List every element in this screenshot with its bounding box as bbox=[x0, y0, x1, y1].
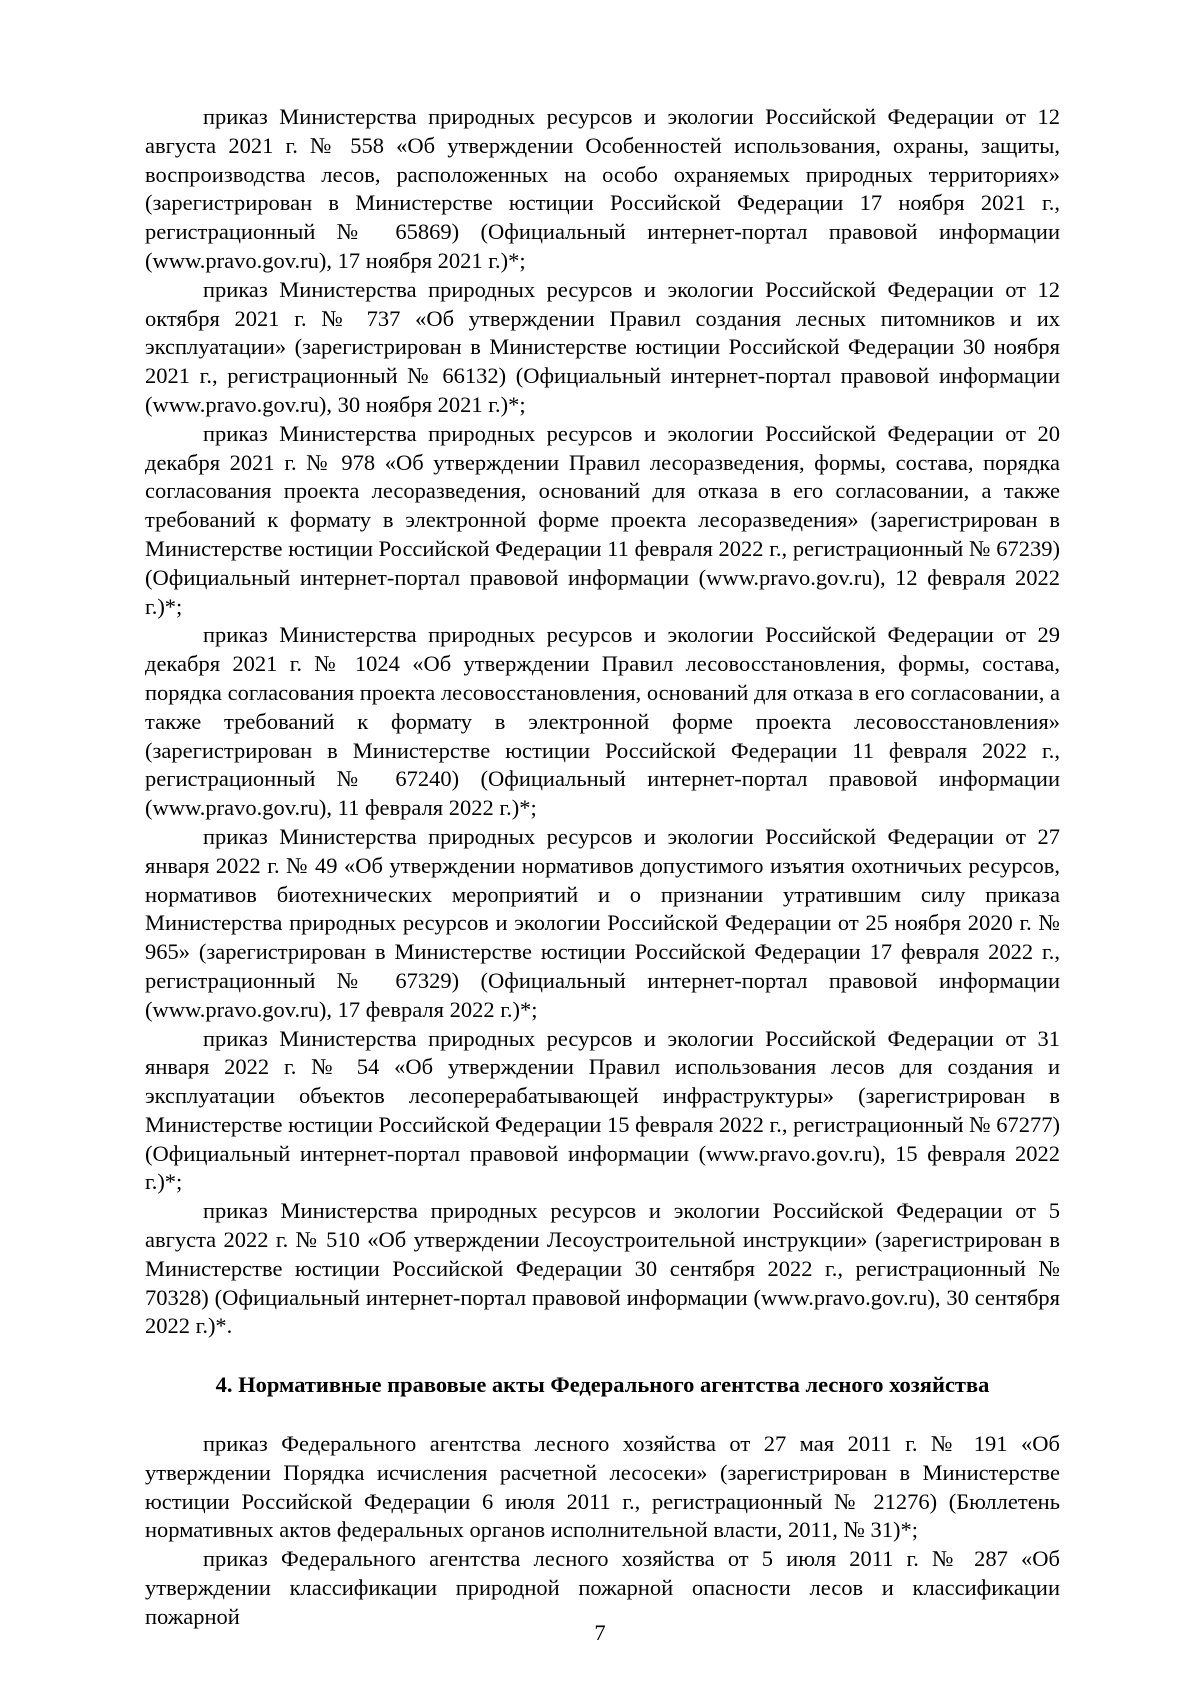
document-page bbox=[145, 103, 1060, 1632]
paragraph-order-54: приказ Министерства природных ресурсов и экологии Российской Федерации от 31 января 2022 г. № 54 «Об утверждении Правил использования лесов для создания и эксплуатации объектов лесоперерабатывающей инфраструктуры» (зарегистрирован в Министерстве юстиции Российской Федерации 15 февраля 2022 г., регистрационный № 67277) (Официальный интернет-портал правовой информации (www.pravo.gov.ru), 15 февраля 2022 г.)*; bbox=[145, 1025, 1060, 1195]
section-heading: 4. Нормативные правовые акты Федерального агентства лесного хозяйства bbox=[215, 1372, 990, 1398]
page-number: 7 bbox=[594, 1620, 606, 1645]
paragraph-order-558: приказ Министерства природных ресурсов и экологии Российской Федерации от 12 августа 2021 г. № 558 «Об утверждении Особенностей использования, охраны, защиты, воспроизводства лесов, расположенных на особо охраняемых природных территориях» (зарегистрирован в Министерстве юстиции Российской Федерации 17 ноября 2021 г., регистрационный № 65869) (Официальный интернет-портал правовой информации (www.pravo.gov.ru), 17 ноября 2021 г.)*; bbox=[145, 104, 1060, 273]
paragraph-order-191: приказ Федерального агентства лесного хозяйства от 27 мая 2011 г. № 191 «Об утверждении Порядка исчисления расчетной лесосеки» (зарегистрирован в Министерстве юстиции Российской Федерации 6 июля 2011 г., регистрационный № 21276) (Бюллетень нормативных актов федеральных органов исполнительной власти, 2011, № 31)*; bbox=[145, 1431, 1060, 1543]
paragraph-order-287: приказ Федерального агентства лесного хозяйства от 5 июля 2011 г. № 287 «Об утверждении классификации природной пожарной опасности лесов и классификации пожарной bbox=[145, 1546, 1060, 1629]
paragraph-order-49: приказ Министерства природных ресурсов и экологии Российской Федерации от 27 января 2022 г. № 49 «Об утверждении нормативов допустимого изъятия охотничьих ресурсов, нормативов биотехнических мероприятий и о признании утратившим силу приказа Министерства природных ресурсов и экологии Российской Федерации от 25 ноября 2020 г. № 965» (зарегистрирован в Министерстве юстиции Российской Федерации 17 февраля 2022 г., регистрационный № 67329) (Официальный интернет-портал правовой информации (www.pravo.gov.ru), 17 февраля 2022 г.)*; bbox=[145, 823, 1060, 1022]
paragraph-order-978: приказ Министерства природных ресурсов и экологии Российской Федерации от 20 декабря 2021 г. № 978 «Об утверждении Правил лесоразведения, формы, состава, порядка согласования проекта лесоразведения, оснований для отказа в его согласовании, а также требований к формату в электронной форме проекта лесоразведения» (зарегистрирован в Министерстве юстиции Российской Федерации 11 февраля 2022 г., регистрационный № 67239) (Официальный интернет-портал правовой информации (www.pravo.gov.ru), 12 февраля 2022 г.)*; bbox=[145, 420, 1060, 619]
paragraph-order-1024: приказ Министерства природных ресурсов и экологии Российской Федерации от 29 декабря 2021 г. № 1024 «Об утверждении Правил лесовосстановления, формы, состава, порядка согласования проекта лесовосстановления, оснований для отказа в его согласовании, а также требований к формату в электронной форме проекта лесовосстановления» (зарегистрирован в Министерстве юстиции Российской Федерации 11 февраля 2022 г., регистрационный № 67240) (Официальный интернет-портал правовой информации (www.pravo.gov.ru), 11 февраля 2022 г.)*; bbox=[145, 622, 1060, 821]
paragraph-order-737: приказ Министерства природных ресурсов и экологии Российской Федерации от 12 октября 2021 г. № 737 «Об утверждении Правил создания лесных питомников и их эксплуатации» (зарегистрирован в Министерстве юстиции Российской Федерации 30 ноября 2021 г., регистрационный № 66132) (Официальный интернет-портал правовой информации (www.pravo.gov.ru), 30 ноября 2021 г.)*; bbox=[145, 276, 1060, 417]
paragraph-order-510: приказ Министерства природных ресурсов и экологии Российской Федерации от 5 августа 2022 г. № 510 «Об утверждении Лесоустроительной инструкции» (зарегистрирован в Министерстве юстиции Российской Федерации 30 сентября 2022 г., регистрационный № 70328) (Официальный интернет-портал правовой информации (www.pravo.gov.ru), 30 сентября 2022 г.)*. bbox=[145, 1198, 1060, 1339]
